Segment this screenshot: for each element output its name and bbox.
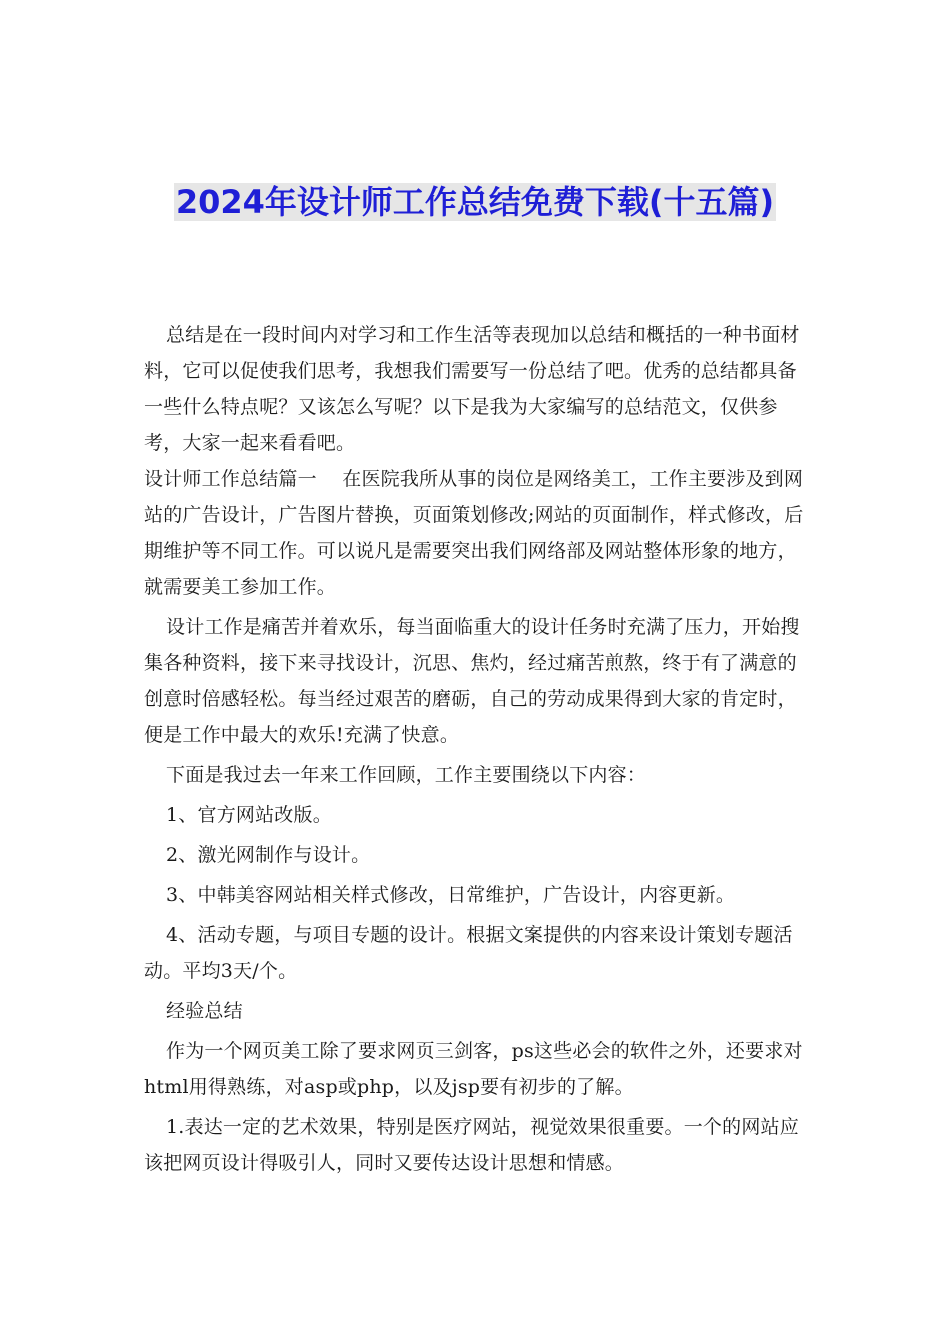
list-item: 4、活动专题，与项目专题的设计。根据文案提供的内容来设计策划专题活动。平均3天/个。 xyxy=(144,924,793,982)
paragraph-point-one: 1.表达一定的艺术效果，特别是医疗网站，视觉效果很重要。一个的网站应该把网页设计得吸引人，同时又要传达设计思想和情感。 xyxy=(144,1116,799,1174)
list-item: 3、中韩美容网站相关样式修改，日常维护，广告设计，内容更新。 xyxy=(166,884,736,906)
list-item: 1、官方网站改版。 xyxy=(166,804,332,826)
paragraph-experience: 作为一个网页美工除了要求网页三剑客，ps这些必会的软件之外，还要求对html用得熟练，对asp或php，以及jsp要有初步的了解。 xyxy=(144,1040,803,1098)
paragraph-design-work: 设计工作是痛苦并着欢乐，每当面临重大的设计任务时充满了压力，开始搜集各种资料，接下来寻找设计，沉思、焦灼，经过痛苦煎熬，终于有了满意的创意时倍感轻松。每当经过艰苦的磨砺，自己的劳动成果得到大家的肯定时，便是工作中最大的欢乐!充满了快意。 xyxy=(144,616,800,746)
document-title: 2024年设计师工作总结免费下载(十五篇) xyxy=(175,183,775,221)
paragraph-review-intro: 下面是我过去一年来工作回顾，工作主要围绕以下内容： xyxy=(166,764,647,786)
paragraph-intro: 总结是在一段时间内对学习和工作生活等表现加以总结和概括的一种书面材料，它可以促使我们思考，我想我们需要写一份总结了吧。优秀的总结都具备一些什么特点呢？又该怎么写呢？以下是我为大家编写的总结范文，仅供参考，大家一起来看看吧。 xyxy=(144,324,800,454)
document-body xyxy=(144,317,808,1181)
paragraph-section-one: 设计师工作总结篇一 在医院我所从事的岗位是网络美工，工作主要涉及到网站的广告设计，广告图片替换，页面策划修改;网站的页面制作，样式修改，后期维护等不同工作。可以说凡是需要突出我们网络部及网站整体形象的地方，就需要美工参加工作。 xyxy=(144,468,804,598)
list-item: 2、激光网制作与设计。 xyxy=(166,844,371,866)
section-heading-experience: 经验总结 xyxy=(166,1000,243,1022)
